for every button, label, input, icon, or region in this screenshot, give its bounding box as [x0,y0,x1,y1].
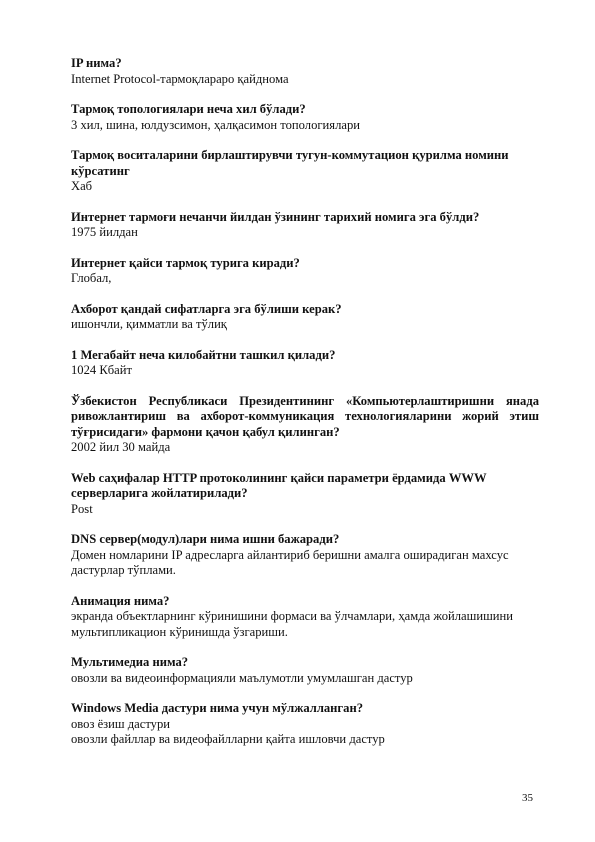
question: Интернет қайси тармоқ турига киради? [71,255,300,270]
answer: овоз ёзиш дастури [71,716,170,731]
qa-item-megabyte [71,348,539,379]
question: IP нима? [71,56,122,70]
qa-item-decree [71,394,539,456]
answer: 2002 йил 30 майда [71,440,171,454]
answer: экранда объектларнинг кўринишини формаси ва ўлчамлари, ҳамда жойлашишини мультипликацион кўринишда ўзгариши. [71,609,513,639]
question: Тармоқ воситаларини бирлаштирувчи тугун-коммутацион қурилма номини кўрсатинг [71,148,509,178]
qa-item-information-qualities [71,302,539,333]
qa-item-network-type [71,256,539,287]
question: Анимация нима? [71,593,170,608]
answer: ишончли, қимматли ва тўлиқ [71,317,227,331]
answer: Internet Protocol-тармоқлараро қайдномa [71,71,289,86]
qa-item-multimedia [71,655,539,686]
question: DNS сервер(модул)лари нима ишни бажаради? [71,532,340,546]
qa-item-http-parameter [71,471,539,518]
answer: овозли ва видеоинформацияли маълумотли умумлашган дастур [71,670,413,685]
qa-item-animation [71,594,539,641]
question: 1 Мегабайт неча килобайтни ташкил қилади? [71,347,336,362]
qa-item-topology [71,102,539,133]
answer: Хаб [71,179,93,193]
answer: Глобал, [71,271,112,285]
qa-item-internet-year [71,210,539,241]
question: Интернет тармоғи нечанчи йилдан ўзининг тарихий номига эга бўлди? [71,209,480,224]
qa-item-dns [71,532,539,579]
answer: Post [71,501,93,516]
question: Windows Media дастури нима учун мўлжалланган? [71,701,364,715]
question: Ўзбекистон Республикаси Президентининг «Компьютерлаштиришни янада ривожлантириш ва ахборот-коммуникация технологияларини жорий этиш тўғрисидаги» фармони қачон қабул қилинган? [71,393,539,439]
page-number: 35 [522,792,533,804]
answer: Домен номларини IP адресларга айлантириб беришни амалга оширадиган махсус дастурлар тўплами. [71,547,509,577]
question: Тармоқ топологиялари неча хил бўлади? [71,102,306,116]
answer: 3 хил, шина, юлдузсимон, ҳалқасимон топологиялари [71,117,360,132]
question: Мультимедиа нима? [71,655,189,669]
qa-item-windows-media [71,701,539,748]
answer: овозли файллар ва видеофайлларни қайта ишловчи дастур [71,732,385,746]
qa-item-ip [71,56,539,87]
qa-item-hub [71,148,539,195]
document-page [71,56,539,763]
question: Ахборот қандай сифатларга эга бўлиши керак? [71,301,342,316]
answer: 1975 йилдан [71,225,138,239]
question: Web саҳифалар HTTP протоколининг қайси параметри ёрдамида WWW серверларига жойлатирилади? [71,470,487,500]
answer: 1024 Кбайт [71,363,132,377]
